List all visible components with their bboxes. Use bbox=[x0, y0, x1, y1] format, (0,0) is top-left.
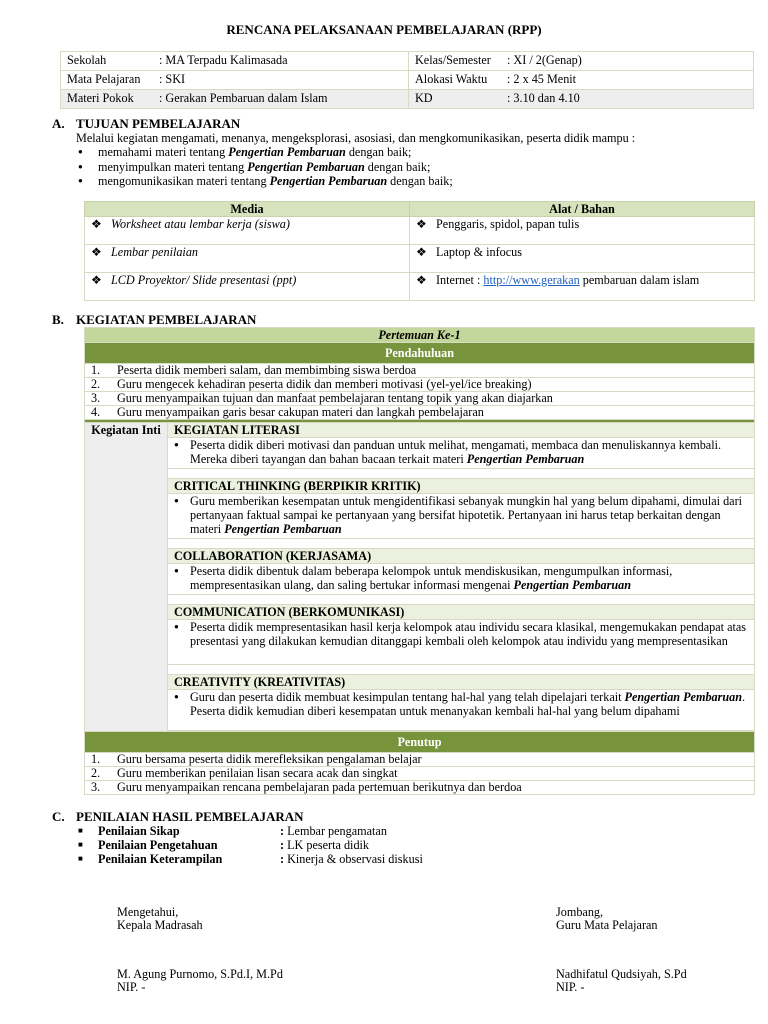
identity-row bbox=[61, 52, 754, 71]
kegiatan-inti-label: Kegiatan Inti bbox=[85, 423, 168, 732]
inti-subheading: COMMUNICATION (BERKOMUNIKASI) bbox=[168, 605, 755, 620]
identity-label: Materi Pokok bbox=[67, 91, 134, 105]
penutup-row: 1. Guru bersama peserta didik merefleksikan pengalaman belajar bbox=[85, 753, 755, 767]
media-cell: ❖ Worksheet atau lembar kerja (siswa) bbox=[85, 217, 410, 245]
identity-row bbox=[61, 90, 754, 109]
signature-right-header: Jombang, Guru Mata Pelajaran bbox=[556, 905, 658, 932]
identity-value: : 3.10 dan 4.10 bbox=[507, 91, 580, 105]
identity-label: Sekolah bbox=[67, 53, 107, 67]
goals-intro: Melalui kegiatan mengamati, menanya, mengeksplorasi, asosiasi, dan mengkomunikasikan, peserta didik mampu : bbox=[76, 131, 636, 145]
inti-bullet: ● Peserta didik dibentuk dalam beberapa kelompok untuk mendiskusikan, mengumpulkan informasi, mempresentasikan ulang, dan saling bertukar informasi mengenai Pengertian Pembaruan bbox=[168, 564, 755, 595]
identity-label: Alokasi Waktu bbox=[415, 72, 488, 86]
assessment-item: ■ Penilaian Sikap : Lembar pengamatan bbox=[76, 824, 423, 838]
diamond-bullet-icon: ❖ bbox=[91, 245, 102, 259]
diamond-bullet-icon: ❖ bbox=[416, 273, 427, 287]
section-letter: B. bbox=[52, 312, 64, 327]
signature-left-header: Mengetahui, Kepala Madrasah bbox=[117, 905, 203, 932]
goals-list bbox=[76, 145, 453, 189]
identity-value: : Gerakan Pembaruan dalam Islam bbox=[159, 91, 328, 105]
identity-label: Kelas/Semester bbox=[415, 53, 491, 67]
diamond-bullet-icon: ❖ bbox=[416, 217, 427, 231]
section-letter: C. bbox=[52, 809, 65, 824]
goal-item: ● mengomunikasikan materi tentang Pengertian Pembaruan dengan baik; bbox=[76, 174, 453, 189]
pendahuluan-row: 4. Guru menyampaikan garis besar cakupan materi dan langkah pembelajaran bbox=[85, 406, 755, 420]
goal-item: ● memahami materi tentang Pengertian Pembaruan dengan baik; bbox=[76, 145, 453, 160]
signature-right-name: Nadhifatul Qudsiyah, S.Pd NIP. - bbox=[556, 967, 687, 994]
assessment-list bbox=[76, 824, 423, 866]
alat-cell: ❖ Laptop & infocus bbox=[410, 245, 755, 273]
alat-cell: ❖ Internet : http://www.gerakan pembaruan dalam islam bbox=[410, 273, 755, 301]
document-title: RENCANA PELAKSANAAN PEMBELAJARAN (RPP) bbox=[226, 22, 542, 37]
meeting-title: Pertemuan Ke-1 bbox=[85, 328, 755, 343]
identity-label: Mata Pelajaran bbox=[67, 72, 141, 86]
section-c-heading bbox=[52, 809, 304, 825]
pendahuluan-row: 3. Guru menyampaikan tujuan dan manfaat pembelajaran tentang topik yang akan diajarkan bbox=[85, 392, 755, 406]
internet-link[interactable]: http://www.gerakan bbox=[483, 273, 580, 287]
media-header: Media bbox=[85, 202, 410, 217]
diamond-bullet-icon: ❖ bbox=[91, 217, 102, 231]
identity-value: : SKI bbox=[159, 72, 186, 86]
inti-subheading: CREATIVITY (KREATIVITAS) bbox=[168, 675, 755, 690]
signature-left-name: M. Agung Purnomo, S.Pd.I, M.Pd NIP. - bbox=[117, 967, 283, 994]
identity-value: : 2 x 45 Menit bbox=[507, 72, 577, 86]
assessment-item: ■ Penilaian Keterampilan : Kinerja & observasi diskusi bbox=[76, 852, 423, 866]
media-cell: ❖ LCD Proyektor/ Slide presentasi (ppt) bbox=[85, 273, 410, 301]
penutup-title: Penutup bbox=[85, 732, 755, 753]
inti-bullet: ● Peserta didik mempresentasikan hasil kerja kelompok atau individu secara klasikal, mengemukakan pendapat atas presentasi yang dilakukan kemudian ditanggapi kembali oleh kelompok atau individu yang mempresentasikan bbox=[168, 620, 755, 665]
media-cell: ❖ Lembar penilaian bbox=[85, 245, 410, 273]
alat-cell: ❖ Penggaris, spidol, papan tulis bbox=[410, 217, 755, 245]
identity-label: KD bbox=[415, 91, 433, 105]
section-title: TUJUAN PEMBELAJARAN bbox=[76, 116, 241, 131]
inti-subheading: COLLABORATION (KERJASAMA) bbox=[168, 549, 755, 564]
identity-table bbox=[60, 51, 754, 109]
media-table bbox=[84, 201, 755, 301]
inti-bullet: ● Guru memberikan kesempatan untuk mengidentifikasi sebanyak mungkin hal yang belum dipahami, dimulai dari pertanyaan faktual sampai ke pertanyaan yang bersifat hipotetik. Pertanyaan ini harus tetap berkaitan dengan materi Pengertian Pembaruan bbox=[168, 494, 755, 539]
inti-bullet: ● Guru dan peserta didik membuat kesimpulan tentang hal-hal yang telah dipelajari terkait Pengertian Pembaruan. Peserta didik kemudian diberi kesempatan untuk menanyakan kembali hal-hal yang belum dipahami bbox=[168, 690, 755, 731]
diamond-bullet-icon: ❖ bbox=[91, 273, 102, 287]
inti-subheading: KEGIATAN LITERASI bbox=[168, 423, 755, 438]
pendahuluan-row: 2. Guru mengecek kehadiran peserta didik dan memberi motivasi (yel-yel/ice breaking) bbox=[85, 378, 755, 392]
identity-value: : MA Terpadu Kalimasada bbox=[159, 53, 288, 67]
diamond-bullet-icon: ❖ bbox=[416, 245, 427, 259]
penutup-row: 3. Guru menyampaikan rencana pembelajaran pada pertemuan berikutnya dan berdoa bbox=[85, 781, 755, 795]
section-a-heading bbox=[52, 116, 240, 132]
alat-header: Alat / Bahan bbox=[410, 202, 755, 217]
identity-value: : XI / 2(Genap) bbox=[507, 53, 582, 67]
section-letter: A. bbox=[52, 116, 65, 131]
inti-bullet: ● Peserta didik diberi motivasi dan panduan untuk melihat, mengamati, membaca dan menuliskannya kembali. Mereka diberi tayangan dan bahan bacaan terkait materi Pengertian Pembaruan bbox=[168, 438, 755, 469]
assessment-item: ■ Penilaian Pengetahuan : LK peserta didik bbox=[76, 838, 423, 852]
section-title: KEGIATAN PEMBELAJARAN bbox=[76, 312, 257, 327]
goal-item: ● menyimpulkan materi tentang Pengertian Pembaruan dengan baik; bbox=[76, 160, 453, 175]
pendahuluan-row: 1. Peserta didik memberi salam, dan membimbing siswa berdoa bbox=[85, 364, 755, 378]
identity-row bbox=[61, 71, 754, 90]
inti-subheading: CRITICAL THINKING (BERPIKIR KRITIK) bbox=[168, 479, 755, 494]
section-title: PENILAIAN HASIL PEMBELAJARAN bbox=[76, 809, 304, 824]
section-b-heading bbox=[52, 312, 256, 328]
pendahuluan-title: Pendahuluan bbox=[85, 343, 755, 364]
activities-table bbox=[84, 327, 755, 795]
penutup-row: 2. Guru memberikan penilaian lisan secara acak dan singkat bbox=[85, 767, 755, 781]
